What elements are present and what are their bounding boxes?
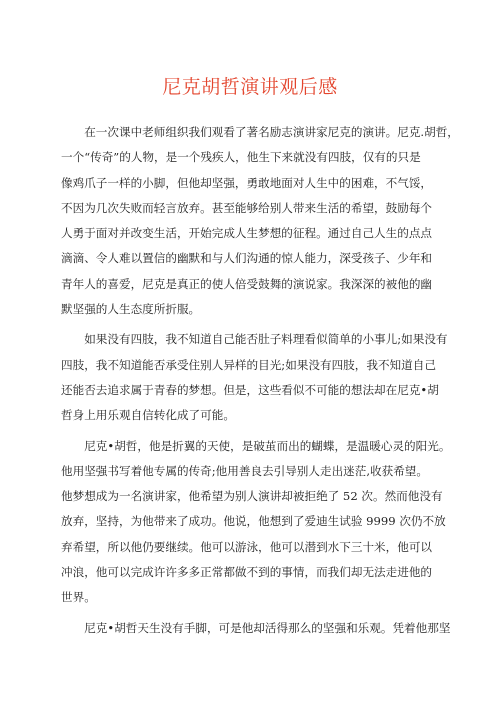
paragraph-1	[61, 120, 459, 322]
text-line: 一个“传奇”的人物，是一个残疾人，他生下来就没有四肢，仅有的只是	[61, 150, 421, 165]
document-body	[61, 120, 459, 646]
text-line: 青年人的喜爱，尼克是真正的使人倍受鼓舞的演说家。我深深的被他的幽	[61, 276, 433, 291]
paragraph-2	[61, 327, 448, 428]
text-line: 还能否去追求属于青春的梦想。但是，这些看似不可能的想法却在尼克•胡	[61, 382, 439, 397]
text-line: 滴滴、令人难以置信的幽默和与人们沟通的惊人能力，深受孩子、少年和	[61, 251, 433, 266]
text-line: 在一次课中老师组织我们观看了著名励志演讲家尼克的演讲。尼克.胡哲，	[61, 125, 459, 139]
paragraph-3	[61, 434, 451, 611]
text-line: 放弃，坚持，为他带来了成功。他说，他想到了爱迪生试验 9999 次仍不放	[61, 514, 446, 529]
text-line: 如果没有四肢，我不知道自己能否肚子料理看似简单的小事儿;如果没有	[61, 332, 448, 347]
text-line: 四肢，我不知道能否承受住别人异样的目光;如果没有四肢，我不知道自己	[61, 357, 436, 372]
text-line: 尼克•胡哲天生没有手脚，可是他却活得那么的坚强和乐观。凭着他那坚	[61, 620, 451, 635]
text-line: 人勇于面对并改变生活，开始完成人生梦想的征程。通过自己人生的点点	[61, 226, 433, 241]
text-line: 他用坚强书写着他专属的传奇;他用善良去引导别人走出迷茫,收获希望。	[61, 463, 428, 478]
text-line: 他梦想成为一名演讲家，他希望为别人演讲却被拒绝了 52 次。然而他没有	[61, 489, 443, 504]
text-line: 像鸡爪子一样的小脚，但他却坚强，勇敢地面对人生中的困难，不气馁，	[61, 175, 433, 190]
text-line: 世界。	[61, 590, 96, 605]
text-line: 默坚强的人生态度所折服。	[61, 302, 201, 317]
text-line: 不因为几次失败而轻言放弃。甚至能够给别人带来生活的希望，鼓励每个	[61, 200, 433, 215]
text-line: 弃希望，所以他仍要继续。他可以游泳，他可以潜到水下三十米，他可以	[61, 539, 433, 554]
document-title: 尼克胡哲演讲观后感	[162, 76, 338, 98]
text-line: 冲浪，他可以完成许许多多正常都做不到的事情，而我们却无法走进他的	[61, 565, 433, 580]
text-line: 哲身上用乐观自信转化成了可能。	[61, 408, 235, 423]
paragraph-4	[61, 616, 451, 641]
text-line: 尼克•胡哲，他是折翼的天使，是破茧而出的蝴蝶，是温暖心灵的阳光。	[61, 438, 451, 453]
